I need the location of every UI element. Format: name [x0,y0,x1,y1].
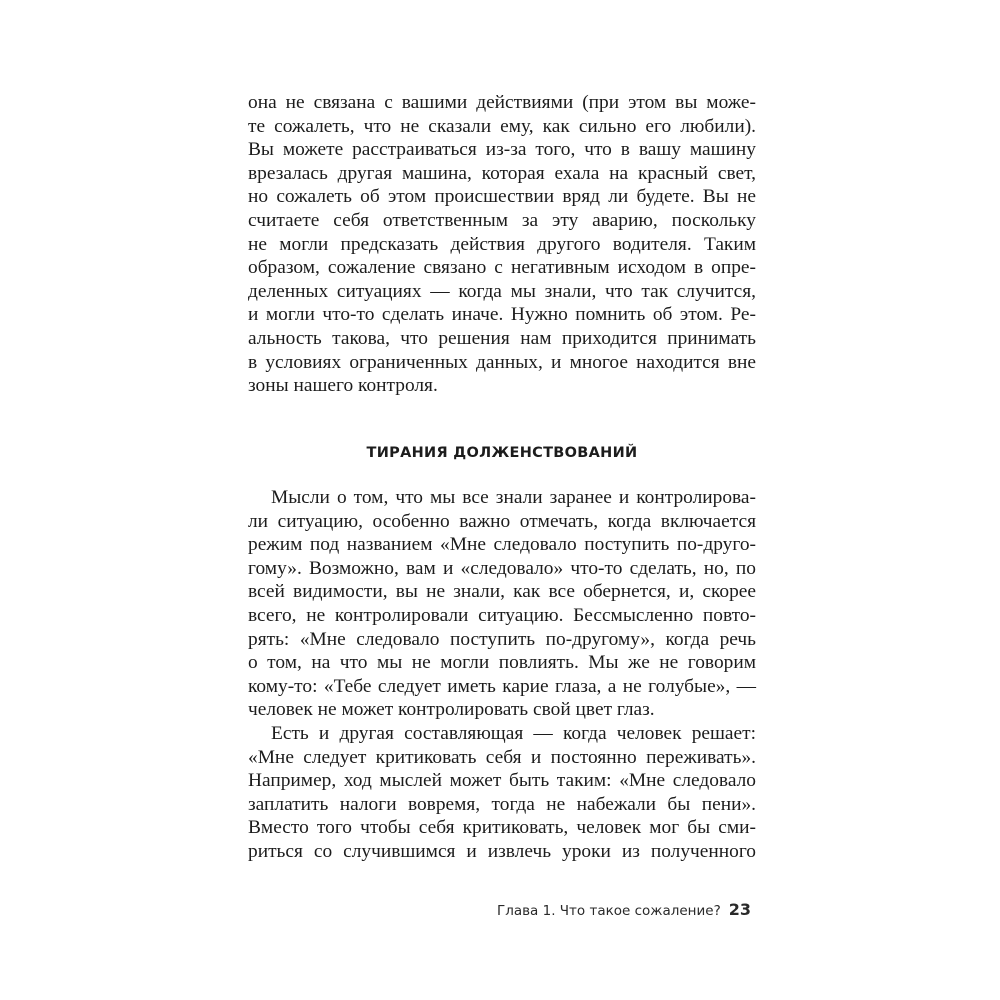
page-footer [497,900,751,919]
paragraph-1 [248,91,756,398]
text-line: заплатить налоги вовремя, тогда не набежали бы пени». [248,793,756,815]
text-line: человек не может контролировать свой цвет глаз. [248,699,655,721]
text-line: зоны нашего контроля. [248,375,438,397]
text-line: она не связана с вашими действиями (при этом вы може- [248,92,756,113]
text-line: деленных ситуациях — когда мы знали, что так случится, [248,280,756,302]
text-line: всей видимости, вы не знали, как все обернется, и, скорее [248,581,756,603]
text-line: «Мне следует критиковать себя и постоянно переживать». [248,746,756,768]
text-line: считаете себя ответственным за эту аварию, поскольку [248,209,756,231]
paragraph-3 [248,722,756,864]
text-line: Вместо того чтобы себя критиковать, человек мог бы сми- [248,817,756,839]
text-line: и могли что-то сделать иначе. Нужно помнить об этом. Ре- [248,304,756,326]
page-number: 23 [728,900,751,919]
text-line: но сожалеть об этом происшествии вряд ли будете. Вы не [248,186,756,208]
section-heading: ТИРАНИЯ ДОЛЖЕНСТВОВАНИЙ [366,445,638,461]
text-line: те сожалеть, что не сказали ему, как сильно его любили). [248,115,756,137]
running-footer-chapter: Глава 1. Что такое сожаление? [496,903,721,919]
text-line: Вы можете расстраиваться из-за того, что в вашу машину [248,139,756,161]
text-line: ли ситуацию, особенно важно отмечать, когда включается [248,510,756,532]
text-line: альность такова, что решения нам приходится принимать [248,327,756,349]
text-line: о том, на что мы не могли повлиять. Мы же не говорим [248,652,756,674]
text-line: Мысли о том, что мы все знали заранее и контролирова- [271,487,756,508]
text-line: режим под названием «Мне следовало поступить по-друго- [248,534,756,556]
paragraph-2 [248,486,756,722]
text-line: кому-то: «Тебе следует иметь карие глаза, а не голубые», — [248,675,756,697]
text-line: не могли предсказать действия другого водителя. Таким [248,233,756,255]
text-line: риться со случившимся и извлечь уроки из полученного [248,840,756,862]
text-line: Например, ход мыслей может быть таким: «Мне следовало [248,770,756,792]
text-line: всего, не контролировали ситуацию. Бессмысленно повто- [248,604,756,626]
text-line: гому». Возможно, вам и «следовало» что-то сделать, но, по [248,557,756,579]
text-line: Есть и другая составляющая — когда человек решает: [271,723,756,744]
text-line: рять: «Мне следовало поступить по-другому», когда речь [248,628,756,650]
text-line: врезалась другая машина, которая ехала на красный свет, [248,162,756,184]
text-line: образом, сожаление связано с негативным исходом в опре- [248,257,756,279]
text-line: в условиях ограниченных данных, и многое находится вне [248,351,756,373]
